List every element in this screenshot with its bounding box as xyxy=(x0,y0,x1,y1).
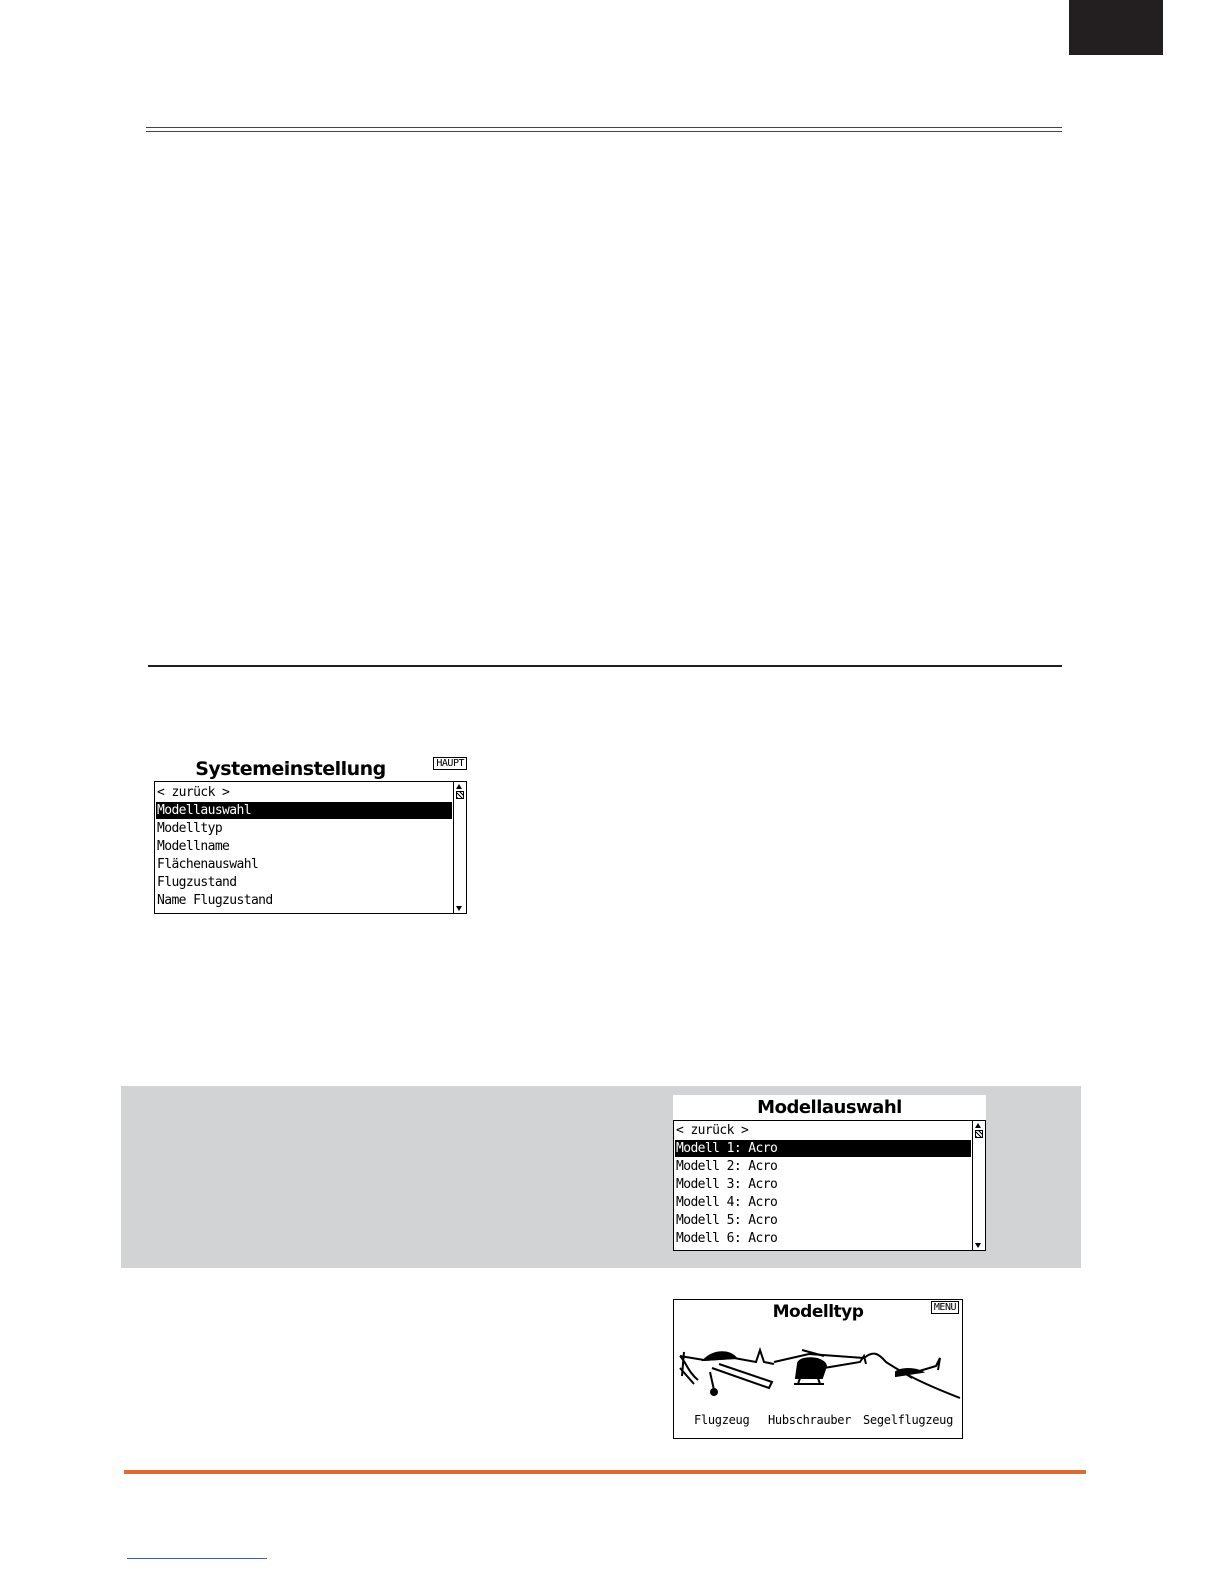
list-item[interactable]: Modellname xyxy=(157,839,230,854)
scroll-thumb[interactable] xyxy=(975,1130,983,1138)
section-divider-rule xyxy=(148,665,1062,667)
list-item[interactable]: Modelltyp xyxy=(157,821,223,836)
list-item[interactable]: Flugzustand xyxy=(157,875,237,890)
glider-icon[interactable] xyxy=(864,1354,960,1398)
header-double-rule xyxy=(146,127,1062,132)
menu-tag: MENU xyxy=(931,1301,959,1314)
lcd-system-setup xyxy=(154,757,467,914)
main-menu-tag: HAUPT xyxy=(433,757,467,770)
footer-link-underline xyxy=(127,1558,267,1559)
list-item[interactable]: < zurück > xyxy=(676,1123,749,1138)
lcd-title: Modelltyp xyxy=(772,1302,864,1322)
list-item-selected[interactable]: Modellauswahl xyxy=(156,802,452,819)
scrollbar[interactable] xyxy=(453,782,466,913)
section-corner-tab xyxy=(1069,0,1163,55)
type-label-helicopter[interactable]: Hubschrauber xyxy=(768,1413,852,1427)
scrollbar[interactable] xyxy=(972,1121,985,1250)
scroll-down-arrow-icon[interactable] xyxy=(975,1243,981,1248)
list-item[interactable]: Flächenauswahl xyxy=(157,857,259,872)
list-item[interactable]: Name Flugzustand xyxy=(157,893,273,908)
list-item[interactable]: Modell 3: Acro xyxy=(676,1177,778,1192)
type-label-airplane[interactable]: Flugzeug xyxy=(694,1413,750,1427)
helicopter-icon[interactable] xyxy=(774,1350,866,1384)
scroll-down-arrow-icon[interactable] xyxy=(456,906,462,911)
list-item[interactable]: Modell 4: Acro xyxy=(676,1195,778,1210)
lcd-model-type xyxy=(673,1299,963,1439)
lcd-title: Systemeinstellung xyxy=(195,758,386,780)
footer-orange-rule xyxy=(124,1470,1086,1474)
list-item[interactable]: < zurück > xyxy=(157,785,230,800)
scroll-up-arrow-icon[interactable] xyxy=(456,784,462,789)
lcd-title: Modellauswahl xyxy=(757,1097,902,1118)
model-type-illustrations xyxy=(674,1328,964,1408)
scroll-thumb[interactable] xyxy=(456,791,464,799)
type-label-glider[interactable]: Segelflugzeug xyxy=(863,1413,954,1427)
airplane-icon[interactable] xyxy=(680,1350,774,1395)
list-item-selected[interactable]: Modell 1: Acro xyxy=(675,1140,971,1157)
list-item[interactable]: Modell 6: Acro xyxy=(676,1231,778,1246)
lcd-model-select xyxy=(673,1095,986,1251)
scroll-up-arrow-icon[interactable] xyxy=(975,1123,981,1128)
menu-list xyxy=(673,1120,986,1251)
list-item[interactable]: Modell 2: Acro xyxy=(676,1159,778,1174)
list-item[interactable]: Modell 5: Acro xyxy=(676,1213,778,1228)
menu-list xyxy=(154,781,467,914)
